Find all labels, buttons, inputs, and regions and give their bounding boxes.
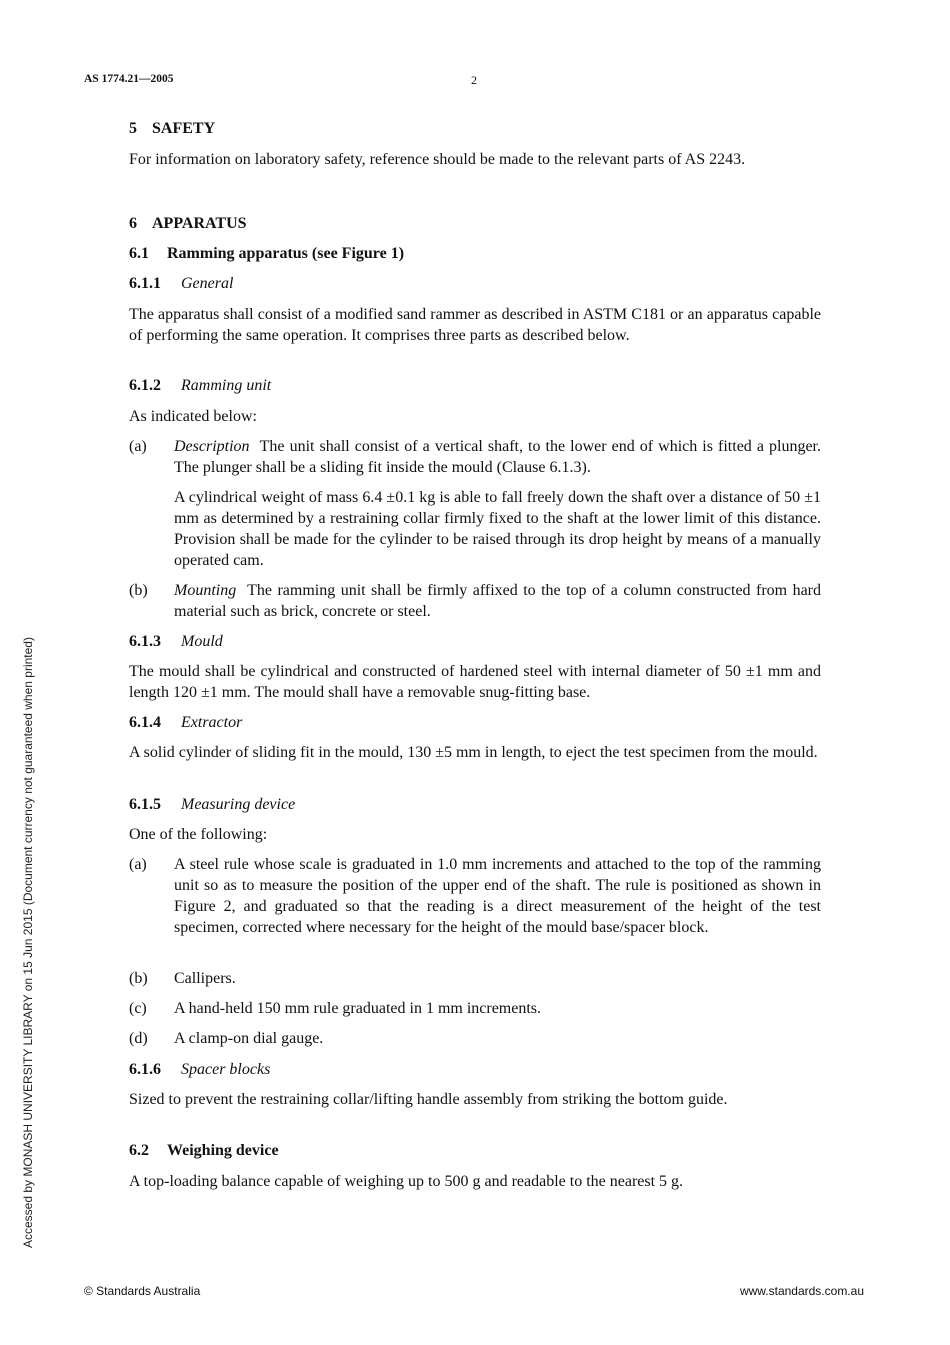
paragraph-intro-ramming: As indicated below: [129,408,257,425]
list-item-measuring-b: (b) Callipers. [129,970,236,987]
heading-6-1-2: 6.1.2 Ramming unit [129,377,272,394]
heading-6-1-3: 6.1.3 Mould [129,633,223,650]
list-item-ramming-a: (a) Description The unit shall consist of a vertical shaft, to the lower end of which is fitted a plunger. The plunger shall be a sliding fit inside the mould (Clause 6.1.3). [129,438,821,476]
page-number: 2 [471,73,477,87]
list-item-ramming-a-para2: A cylindrical weight of mass 6.4 ±0.1 kg is able to fall freely down the shaft over a distance of 50 ±1 mm as determined by a restraining collar firmly fixed to the shaft at the lower limit of this distance. Provision shall be made for the cylinder to be raised through its drop height by means of a manually operated cam. [174,489,821,569]
list-item-ramming-b: (b) Mounting The ramming unit shall be firmly affixed to the top of a column constructed from hard material such as brick, concrete or steel. [129,582,822,620]
footer-copyright: © Standards Australia [84,1284,201,1298]
heading-6-1-5: 6.1.5 Measuring device [129,796,296,813]
heading-6-1: 6.1 Ramming apparatus (see Figure 1) [129,245,405,262]
paragraph-general: The apparatus shall consist of a modified sand rammer as described in ASTM C181 or an apparatus capable of performing the same operation. It comprises three parts as described below. [129,306,821,344]
list-item-measuring-c: (c) A hand-held 150 mm rule graduated in 1 mm increments. [129,1000,542,1017]
heading-5: 5 SAFETY [129,120,216,137]
paragraph-safety: For information on laboratory safety, reference should be made to the relevant parts of AS 2243. [129,151,746,168]
list-item-measuring-d: (d) A clamp-on dial gauge. [129,1030,324,1047]
paragraph-spacer-blocks: Sized to prevent the restraining collar/lifting handle assembly from striking the bottom guide. [129,1091,728,1108]
heading-6: 6 APPARATUS [129,215,247,232]
document-code: AS 1774.21—2005 [84,73,174,85]
heading-6-1-6: 6.1.6 Spacer blocks [129,1061,271,1078]
paragraph-mould: The mould shall be cylindrical and constructed of hardened steel with internal diameter of 50 ±1 mm and length 120 ±1 mm. The mould shall have a removable snug-fitting base. [129,663,821,701]
heading-6-1-1: 6.1.1 General [129,275,234,292]
access-watermark: Accessed by MONASH UNIVERSITY LIBRARY on 15 Jun 2015 (Document currency not guaranteed when printed) [21,637,35,1248]
heading-6-1-4: 6.1.4 Extractor [129,714,243,731]
list-item-measuring-a: (a) A steel rule whose scale is graduated in 1.0 mm increments and attached to the top of the ramming unit so as to measure the position of the upper end of the shaft. The rule is positioned as shown in Figure 2, and graduated so that the reading is a direct measurement of the height of the test specimen, corrected where necessary for the height of the mould base/spacer block. [129,856,821,936]
footer-website: www.standards.com.au [739,1284,864,1298]
heading-6-2: 6.2 Weighing device [129,1142,279,1159]
paragraph-weighing: A top-loading balance capable of weighing up to 500 g and readable to the nearest 5 g. [129,1173,684,1190]
paragraph-intro-measuring: One of the following: [129,826,268,843]
paragraph-extractor: A solid cylinder of sliding fit in the mould, 130 ±5 mm in length, to eject the test specimen from the mould. [129,744,818,761]
